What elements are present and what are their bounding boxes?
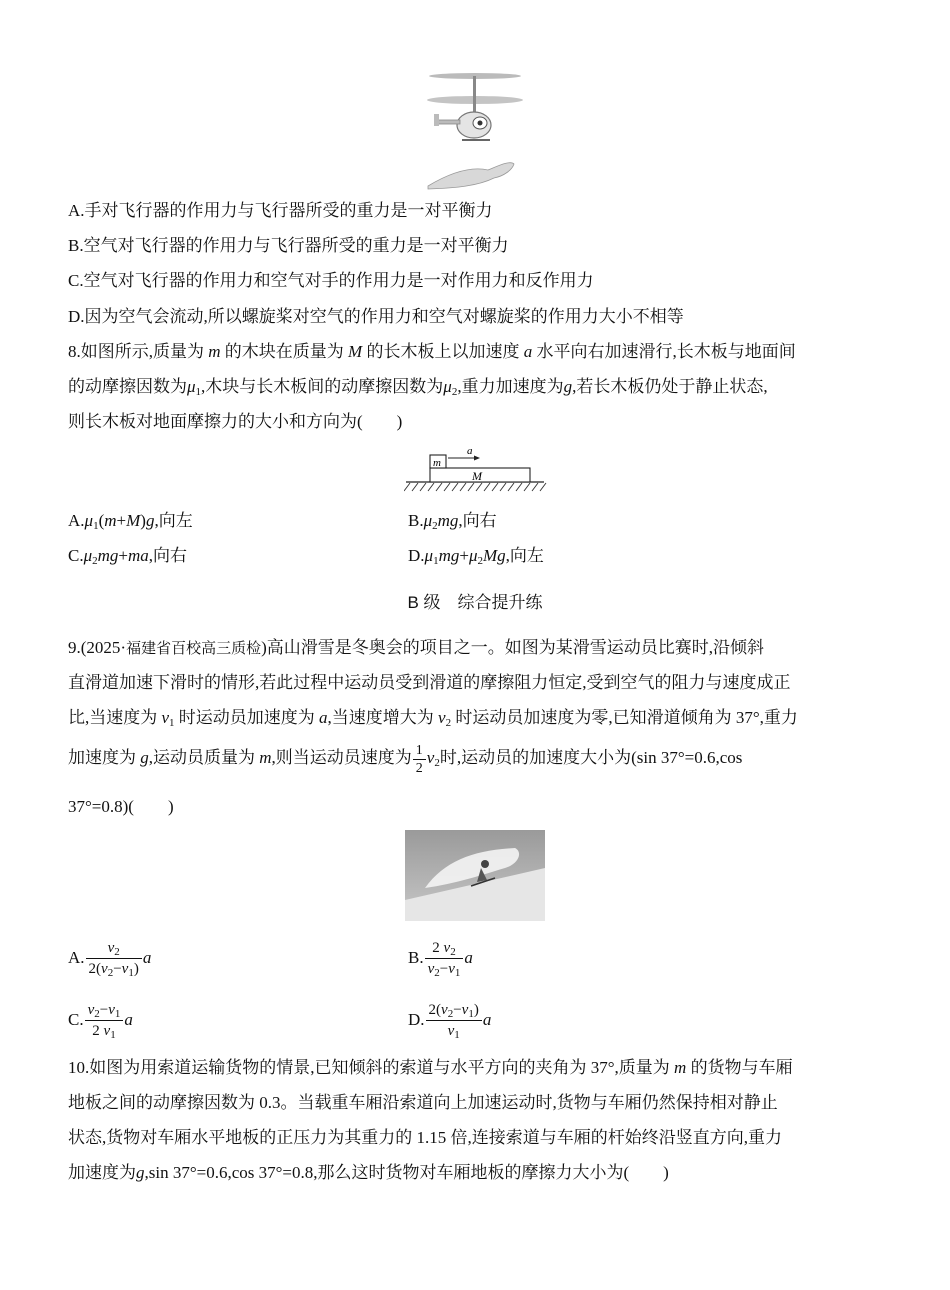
- q8-stem-line3: 则长木板对地面摩擦力的大小和方向为( ): [68, 412, 403, 431]
- q9-stem-line3: 比,当速度为 $v_1$ 时运动员加速度为 a,当速度增大为 $v_2$ 时运动员加速度为零,已知滑道倾角为 37°,重力: [68, 708, 798, 729]
- q8-option-a: $A.\mu_1(m+M)g$,向左: [68, 511, 193, 532]
- q7-option-d: D.因为空气会流动,所以螺旋桨对空气的作用力和空气对螺旋桨的作用力大小不相等: [68, 307, 684, 326]
- q8-stem-line2: 的动摩擦因数为$\mu_1$,木块与长木板间的动摩擦因数为$\mu_2$,重力加速度为g,若长木板仍处于静止状态,: [68, 377, 768, 398]
- q9-stem-line4: 加速度为 g,运动员质量为 m,则当运动员速度为 $\frac{1}{2}$ $v_2$时,运动员的加速度大小为(sin 37°=0.6,cos: [68, 742, 743, 776]
- q9-stem-line5: 37°=0.8)( ): [68, 797, 174, 816]
- block-label-m: m: [433, 457, 441, 469]
- q7-option-b: B.空气对飞行器的作用力与飞行器所受的重力是一对平衡力: [68, 236, 509, 255]
- helicopter-hand-image: [418, 70, 528, 190]
- q10-stem-line1: 10.如图为用索道运输货物的情景,已知倾斜的索道与水平方向的夹角为 37°,质量为 m 的货物与车厢: [68, 1058, 793, 1077]
- q9-stem-line2: 直滑道加速下滑时的情形,若此过程中运动员受到滑道的摩擦阻力恒定,受到空气的阻力与速度成正: [68, 673, 791, 692]
- q9-option-d: D. $\frac{2(v_2-v_1)}{v_1}$ a: [408, 1001, 492, 1041]
- q10-stem-line2: 地板之间的动摩擦因数为 0.3。当载重车厢沿索道向上加速运动时,货物与车厢仍然保持相对静止: [68, 1093, 778, 1112]
- q8-option-d: $D.\mu_1mg+\mu_2Mg$,向左: [408, 546, 544, 567]
- half-fraction: $\frac{1}{2}$: [413, 742, 426, 777]
- q10-stem-line4: 加速度为g,sin 37°=0.6,cos 37°=0.8,那么这时货物对车厢地板的摩擦力大小为( ): [68, 1163, 669, 1182]
- block-board-diagram: [404, 444, 549, 496]
- q9-option-b: B. $\frac{2 v_2}{v_2-v_1}$ a: [408, 939, 473, 979]
- q8-option-b: $B.\mu_2mg$,向右: [408, 511, 497, 532]
- q8-option-c: $C.\mu_2mg+ma$,向右: [68, 546, 188, 567]
- skier-photo: [405, 830, 545, 921]
- accel-label-a: a: [467, 445, 473, 457]
- helicopter-figure: [418, 70, 528, 190]
- q9-stem-line1: 9.(2025·福建省百校高三质检)高山滑雪是冬奥会的项目之一。如图为某滑雪运动员比赛时,沿倾斜: [68, 638, 765, 657]
- q7-option-a: A.手对飞行器的作用力与飞行器所受的重力是一对平衡力: [68, 201, 493, 220]
- section-heading: B 级 综合提升练: [407, 593, 543, 612]
- q7-option-c: C.空气对飞行器的作用力和空气对手的作用力是一对作用力和反作用力: [68, 271, 594, 290]
- q9-option-c: C. $\frac{v_2-v_1}{2 v_1}$ a: [68, 1001, 133, 1041]
- q9-option-a: A. $\frac{v_2}{2(v_2-v_1)}$ a: [68, 939, 152, 979]
- q8-stem-line1: 8.如图所示,质量为 m 的木块在质量为 M 的长木板上以加速度 a 水平向右加速滑行,长木板与地面间: [68, 342, 796, 361]
- q10-stem-line3: 状态,货物对车厢水平地板的正压力为其重力的 1.15 倍,连接索道与车厢的杆始终沿竖直方向,重力: [68, 1128, 782, 1147]
- board-label-M: M: [472, 469, 482, 483]
